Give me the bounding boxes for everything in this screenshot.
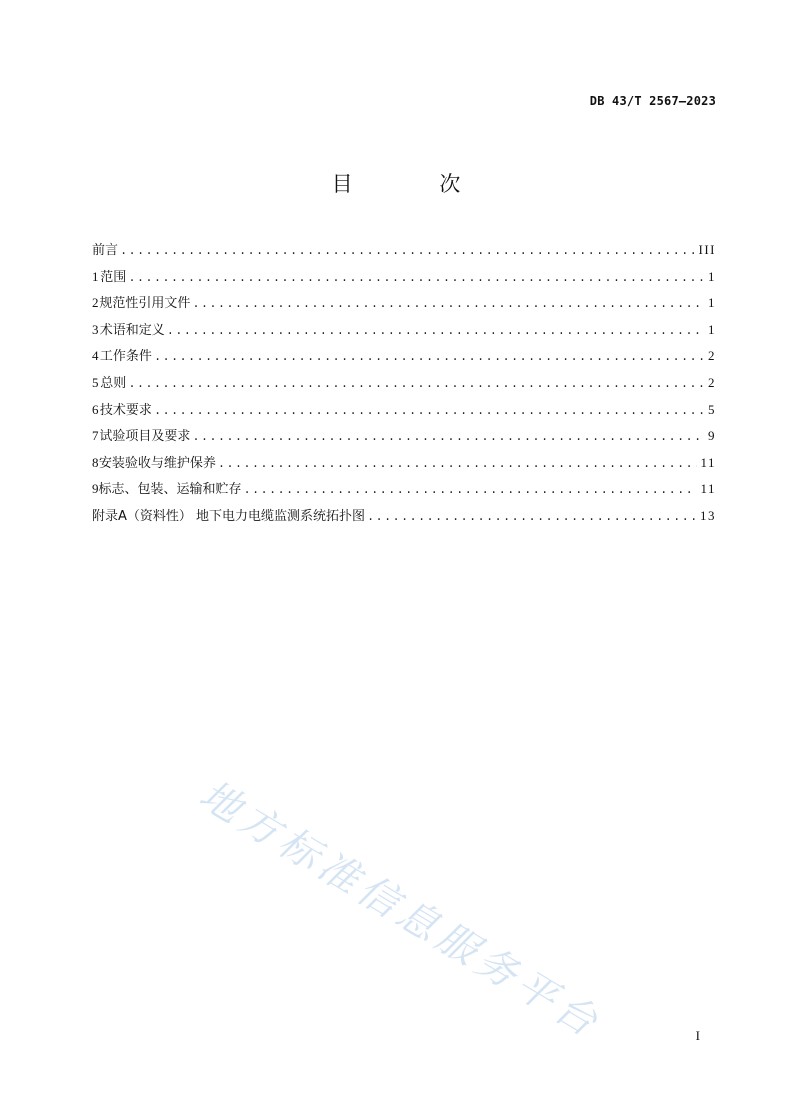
page-title: 目 次 [331,172,501,196]
toc-entry-marking-packaging[interactable] [92,476,716,503]
toc-entry-label: 标志、包装、运输和贮存 [98,482,242,498]
toc-entry-number: 2 [92,295,99,311]
toc-entry-label: 安装验收与维护保养 [98,455,216,471]
toc-entry-normative-references[interactable] [92,290,716,317]
toc-entry-label: 范围 [100,269,127,285]
toc-leader-dots [192,291,705,318]
toc-entry-page: 11 [700,454,716,470]
toc-leader-dots [128,371,705,398]
toc-entry-terms-definitions[interactable] [92,317,716,344]
toc-leader-dots [244,477,698,504]
toc-entry-working-conditions[interactable] [92,343,716,370]
toc-leader-dots [154,344,705,371]
toc-entry-number: 3 [92,321,99,337]
toc-entry-page: 13 [700,507,716,523]
footer-page-number: I [695,1028,700,1043]
toc-leader-dots [367,504,697,531]
toc-entry-foreword[interactable] [92,237,716,264]
toc-entry-label: 工作条件 [99,349,152,365]
toc-entry-page: 11 [700,481,716,497]
toc-entry-label: 前言 [92,243,119,258]
toc-entry-page: 2 [708,374,716,390]
toc-entry-number: 4 [92,348,99,364]
toc-entry-number: 5 [92,374,99,390]
toc-entry-label: 附录A（资料性） 地下电力电缆监测系统拓扑图 [92,508,366,524]
toc-entry-label: 规范性引用文件 [99,296,191,312]
toc-entry-appendix-a[interactable] [92,503,716,530]
toc-entry-page: 1 [708,295,716,311]
toc-entry-label: 技术要求 [99,402,152,418]
toc-entry-label: 总则 [100,375,127,391]
document-code: DB 43/T 2567—2023 [589,94,716,108]
toc-entry-number: 1 [92,268,99,284]
toc-entry-label: 术语和定义 [99,322,165,338]
table-of-contents [92,237,716,530]
toc-entry-page: III [698,242,716,257]
toc-leader-dots [192,424,705,451]
toc-entry-label: 试验项目及要求 [99,429,191,445]
toc-entry-page: 9 [708,428,716,444]
toc-entry-number: 9 [92,481,99,497]
toc-entry-page: 5 [708,401,716,417]
toc-entry-technical-requirements[interactable] [92,397,716,424]
toc-leader-dots [218,451,698,478]
toc-leader-dots [120,238,695,265]
toc-entry-test-items[interactable] [92,423,716,450]
toc-leader-dots [154,398,705,425]
toc-leader-dots [128,265,705,292]
toc-entry-general[interactable] [92,370,716,397]
toc-entry-number: 6 [92,401,99,417]
toc-entry-page: 1 [708,268,716,284]
toc-entry-installation-maintenance[interactable] [92,450,716,477]
toc-leader-dots [167,318,705,345]
toc-entry-scope[interactable] [92,264,716,291]
watermark: 地方标准信息服务平台 [191,771,610,1049]
toc-entry-number: 8 [92,454,99,470]
toc-entry-page: 2 [708,348,716,364]
toc-entry-number: 7 [92,428,99,444]
toc-entry-page: 1 [708,321,716,337]
